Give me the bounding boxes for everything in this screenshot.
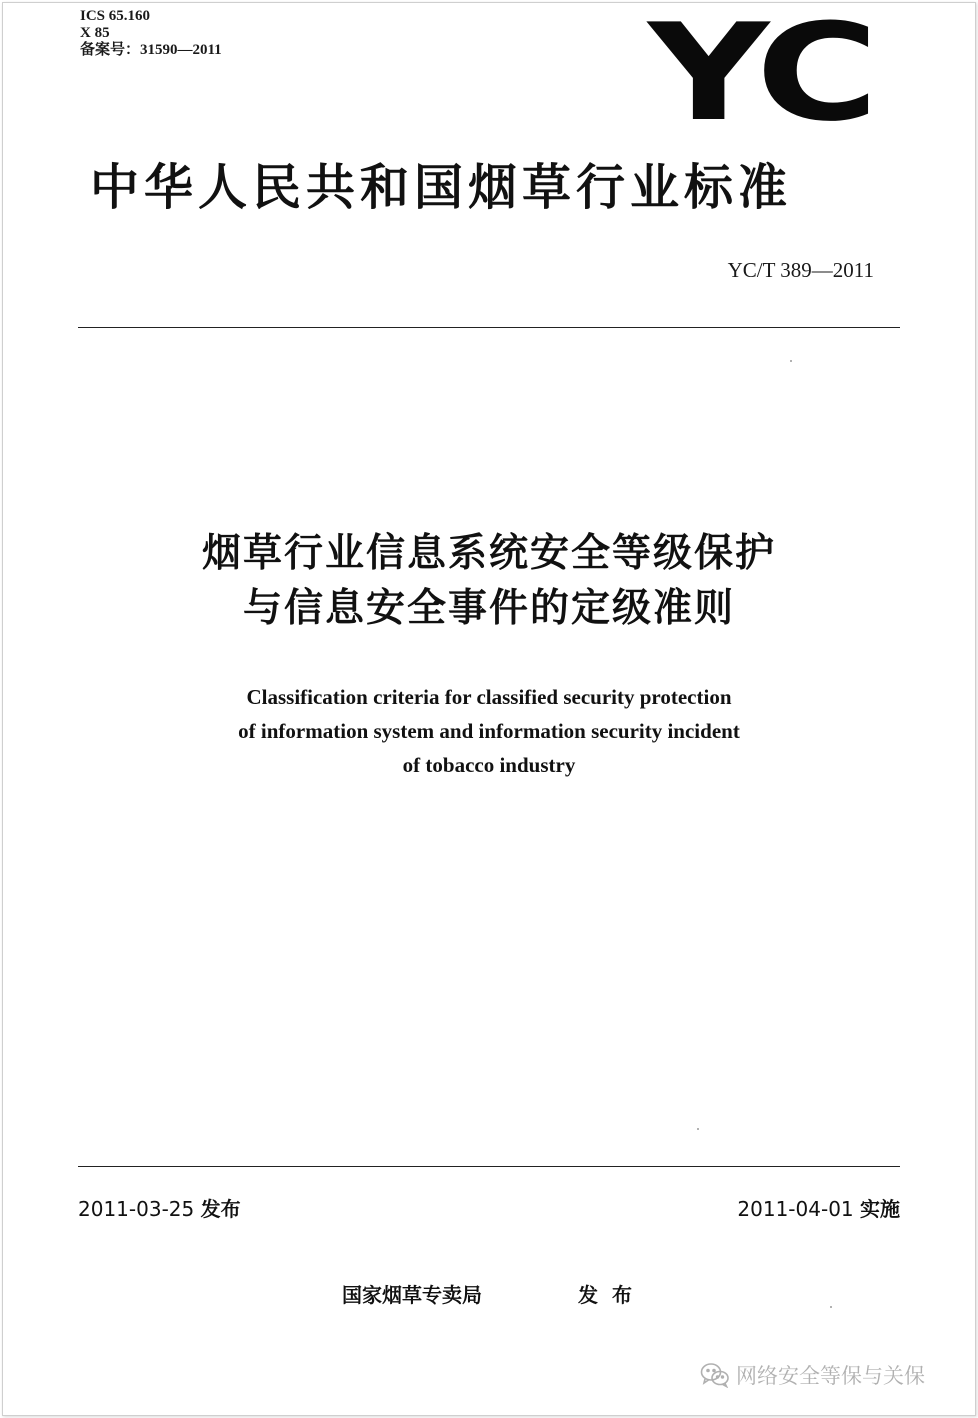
issue-date-line <box>78 1193 241 1222</box>
scan-speck <box>790 360 792 362</box>
implementation-date-line <box>737 1193 900 1222</box>
english-title-line-3: of tobacco industry <box>402 753 576 777</box>
chinese-title <box>0 526 978 636</box>
standard-category-title: 中华人民共和国烟草行业标准 <box>90 159 793 216</box>
record-number: 备案号：31590—2011 <box>80 42 222 58</box>
watermark <box>700 1360 925 1390</box>
english-title-line-2: of information system and information security incident <box>238 719 740 743</box>
english-title-line-1: Classification criteria for classified security protection <box>246 685 732 709</box>
issue-label: 发布 <box>200 1197 241 1221</box>
top-divider <box>78 327 900 328</box>
ics-code: ICS 65.160 <box>80 8 151 24</box>
class-code: X 85 <box>80 25 110 41</box>
scan-speck <box>830 1306 832 1308</box>
scan-speck <box>697 1128 699 1130</box>
watermark-text: 网络安全等保与关保 <box>736 1364 925 1388</box>
bottom-divider <box>78 1166 900 1167</box>
implementation-date: 2011-04-01 <box>737 1197 854 1221</box>
chinese-title-line-1: 烟草行业信息系统安全等级保护 <box>201 531 776 576</box>
classification-block <box>80 8 222 59</box>
issue-date: 2011-03-25 <box>78 1197 195 1221</box>
standard-number: YC/T 389—2011 <box>727 258 874 282</box>
implementation-label: 实施 <box>860 1197 900 1221</box>
chinese-title-line-2: 与信息安全事件的定级准则 <box>242 586 735 631</box>
publisher-name: 国家烟草专卖局 <box>342 1283 482 1307</box>
yc-logo: YC <box>648 0 872 151</box>
publish-action: 发布 <box>578 1283 646 1307</box>
english-title <box>0 680 978 782</box>
wechat-icon <box>700 1362 730 1388</box>
